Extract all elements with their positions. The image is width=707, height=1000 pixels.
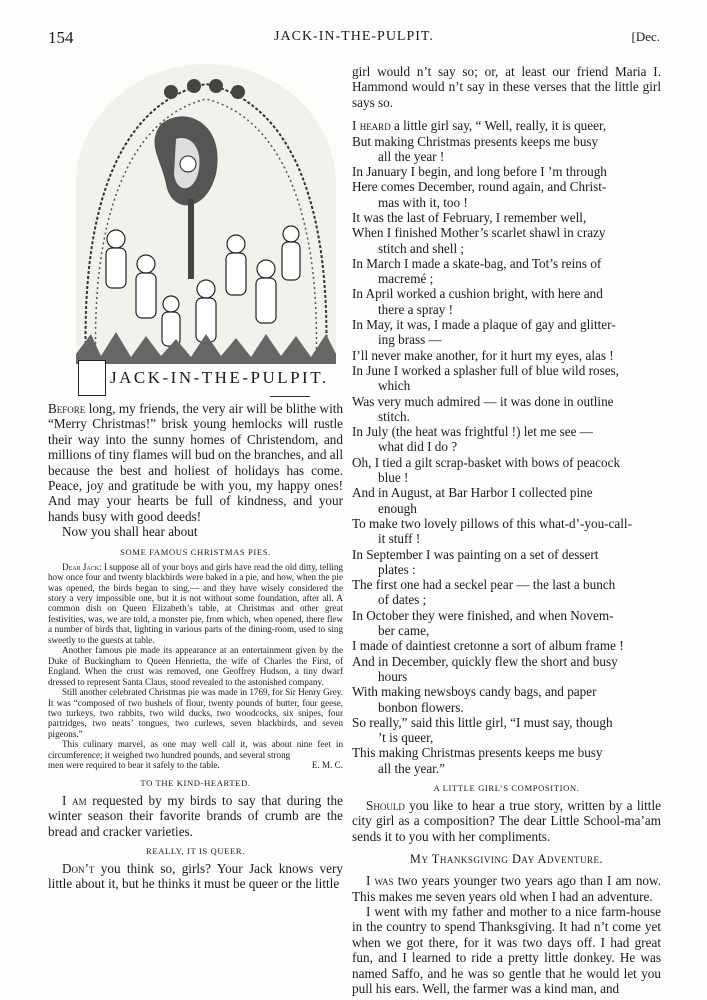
composition-paragraph: Should you like to hear a true story, written by a little city girl as a composition? The dear Little School-ma’am sends it to you with her compliments. bbox=[352, 797, 661, 844]
poem-line: what did I do ? bbox=[378, 439, 458, 455]
christmas-pies-heading: SOME FAMOUS CHRISTMAS PIES. bbox=[120, 546, 271, 557]
month-label: [Dec. bbox=[631, 29, 660, 44]
running-title: JACK-IN-THE-PULPIT. bbox=[274, 29, 434, 44]
poem-line: The first one had a seckel pear — the last a bunch bbox=[352, 577, 616, 593]
poem-line: ’t is queer, bbox=[378, 730, 434, 746]
adventure-paragraph-1: I was two years younger two years ago than I am now. This makes me seven years old when I had an adventure. bbox=[352, 873, 661, 904]
poem-opening: I heard bbox=[352, 118, 391, 134]
department-title bbox=[48, 366, 343, 394]
illustration-drawing bbox=[76, 64, 336, 364]
poem-line: So really,” said this little girl, “I must say, though bbox=[352, 714, 613, 730]
pies-paragraph-4: This culinary marvel, as one may well call it, was about nine feet in circumference; it weighed two hundred pounds, and several strong bbox=[48, 739, 343, 760]
pies-closing-line bbox=[48, 760, 343, 770]
poem-line: In January I begin, and long before I ’m through bbox=[352, 164, 607, 180]
kind-hearted-paragraph: I am requested by my birds to say that during the winter season their favorite brands of crumb are the bread and cracker varieties. bbox=[48, 792, 343, 839]
right-column bbox=[352, 64, 661, 996]
really-queer-paragraph: Don’t you think so, girls? Your Jack knows very little about it, but he thinks it must be queer or the little bbox=[48, 860, 343, 891]
poem-line: Oh, I tied a gilt scrap-basket with bows of peacock bbox=[352, 454, 621, 470]
poem-line: stitch and shell ; bbox=[378, 240, 465, 256]
poem-line: macremé ; bbox=[378, 271, 434, 287]
poem-line: I’ll never make another, for it hurt my eyes, alas ! bbox=[352, 347, 614, 363]
poem-line: bonbon flowers. bbox=[378, 699, 464, 715]
poem-line: To make two lovely pillows of this what-d’-you-call- bbox=[352, 515, 632, 531]
poem-line: mas with it, too ! bbox=[378, 194, 468, 210]
poem-line: In July (the heat was frightful !) let me see — bbox=[352, 424, 593, 440]
poem-line: ing brass — bbox=[378, 332, 442, 348]
pies-paragraph-1: Dear Jack: I suppose all of your boys and girls have read the old ditty, telling how once four and twenty blackbirds were baked in a pie, and how, when the pie was opened, the birds began to sing,— and they have wisely considered the story a very impossible one, but it is not without some foundation, after all. A common dish on Queen Elizabeth’s table, at Christmas and other great festivities, was, we are told, a monster pie, from which, when opened, there flew a number of birds that, lighting in various parts of the dining-room, used to sing sweetly to the guests at table. bbox=[48, 561, 343, 645]
poem-line: But making Christmas presents keeps me busy bbox=[352, 133, 599, 149]
intro-second-line: Now you shall hear about bbox=[62, 524, 198, 540]
poem-line: all the year ! bbox=[378, 148, 445, 164]
poem-line: stitch. bbox=[378, 408, 410, 424]
poem-line: which bbox=[378, 378, 411, 394]
adventure-paragraph-2: I went with my father and mother to a nice farm-house in the country to spend Thanksgiving. It had n’t come yet when we got there, for it was two days off. I had great fun, and I learned to ride a pretty little donkey. He was named Saffo, and he was so gentle that he would let you pull his ears. Well, the farmer was a kind man, and bbox=[352, 904, 661, 997]
poem-line: And in August, at Bar Harbor I collected pine bbox=[352, 485, 593, 501]
left-column bbox=[48, 64, 343, 891]
poem-line: Here comes December, round again, and Christ- bbox=[352, 179, 607, 195]
title-rule bbox=[270, 396, 310, 397]
poem-line: When I finished Mother’s scarlet shawl in crazy bbox=[352, 225, 606, 241]
poem-line: enough bbox=[378, 500, 417, 516]
poem-line: of dates ; bbox=[378, 592, 427, 608]
kind-hearted-heading: TO THE KIND-HEARTED. bbox=[140, 777, 251, 788]
poem-line: In April worked a cushion bright, with here and bbox=[352, 286, 603, 302]
poem-line: there a spray ! bbox=[378, 301, 454, 317]
poem-line: In October they were finished, and when Novem- bbox=[352, 607, 614, 623]
poem-line: It was the last of February, I remember well, bbox=[352, 210, 587, 225]
poem-line: With making newsboys candy bags, and paper bbox=[352, 684, 597, 700]
adventure-heading: My Thanksgiving Day Adventure. bbox=[409, 852, 604, 867]
page-number: 154 bbox=[48, 28, 74, 47]
poem-line: I heard a little girl say, “ Well, really, it is queer, bbox=[352, 118, 607, 134]
page-header bbox=[48, 28, 660, 52]
pies-paragraph-3: Still another celebrated Christmas pie was made in 1769, for Sir Henry Grey. It was “composed of two bushels of flour, twenty pounds of butter, four geese, two turkeys, two rabbits, two wild ducks, two woodcocks, six snipes, four partridges, two neats’ tongues, two curlews, seven blackbirds, and seven pigeons.” bbox=[48, 687, 343, 739]
poem-line: all the year.” bbox=[378, 760, 445, 776]
really-queer-heading: REALLY, IT IS QUEER. bbox=[146, 845, 245, 856]
dropcap-letter: J bbox=[110, 368, 120, 387]
poem-line: And in December, quickly flew the short and busy bbox=[352, 653, 618, 669]
poem-line: I made of daintiest cretonne a sort of album frame ! bbox=[352, 638, 624, 654]
intro-paragraph: Before long, my friends, the very air will be blithe with “Merry Christmas!” brisk young hemlocks will rustle their way into the sunny homes of Christendom, and millions of tiny flames will bud on the branches, and all because the best and holiest of holidays has come. Peace, joy and gratitude be with you, my happy ones! And may your hearts be full of kindness, and your hands busy with good deeds! bbox=[48, 401, 343, 524]
poem-line: ber came, bbox=[378, 623, 430, 639]
composition-heading: A LITTLE GIRL’S COMPOSITION. bbox=[433, 782, 580, 793]
poem-line: In March I made a skate-bag, and Tot’s reins of bbox=[352, 255, 602, 271]
poem-line: Was very much admired — it was done in outline bbox=[352, 393, 614, 409]
christmas-poem bbox=[352, 118, 661, 776]
poem-line: In June I worked a splasher full of blue wild roses, bbox=[352, 362, 619, 378]
signature: E. M. C. bbox=[311, 760, 343, 771]
poem-line: In May, it was, I made a plaque of gay and glitter- bbox=[352, 317, 616, 333]
poem-line: hours bbox=[378, 668, 408, 684]
pies-last-line: men were required to bear it safely to the table. bbox=[48, 760, 220, 771]
poem-line: plates : bbox=[378, 561, 416, 577]
pies-paragraph-2: Another famous pie made its appearance at an entertainment given by the Duke of Buckingham to Queen Henrietta, the wife of Charles the First, of England. When the crust was removed, one Geoffrey Hudson, a tiny dwarf dressed to represent Santa Claus, stood revealed to the astonished company. bbox=[48, 645, 343, 687]
poem-line: blue ! bbox=[378, 470, 409, 486]
dropcap-box bbox=[78, 360, 106, 396]
really-queer-continued: girl would n’t say so; or, at least our friend Maria I. Hammond would n’t say in these verses that the little girl says so. bbox=[352, 64, 661, 110]
department-title-rest: ACK-IN-THE-PULPIT. bbox=[119, 368, 329, 387]
poem-line: This making Christmas presents keeps me busy bbox=[352, 745, 603, 761]
poem-line: it stuff ! bbox=[378, 531, 421, 547]
poem-line: In September I was painting on a set of dessert bbox=[352, 546, 599, 562]
jack-in-the-pulpit-illustration bbox=[76, 64, 336, 364]
